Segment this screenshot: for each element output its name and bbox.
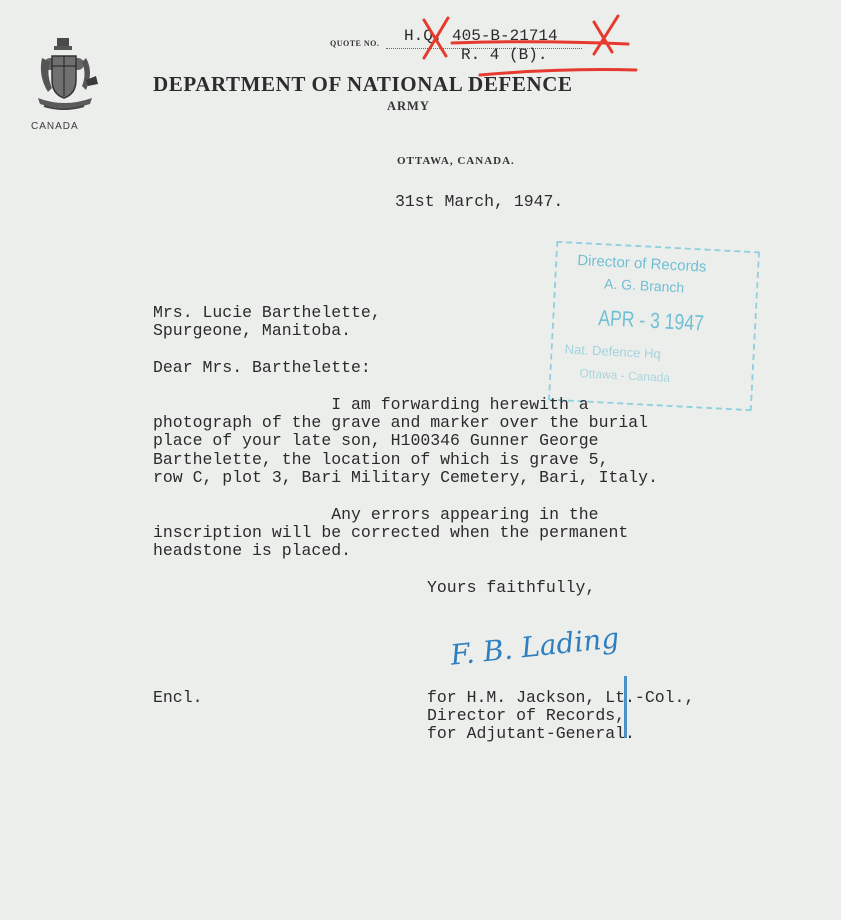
signature-text: F. B. Lading [448,621,621,672]
quote-number: H.Q. 405-B-21714 [404,27,558,45]
body-paragraph-2: Any errors appearing in the inscription will be corrected when the permanent headstone is placed. [153,505,629,561]
body-paragraph-1: I am forwarding herewith a photograph of the grave and marker over the burial place of your late son, H100346 Gunner George Barthelette, the location of which is grave 5, row C, plot 3, Bari Military Cemetery, Bari, Italy. [153,395,658,487]
recipient-address: Spurgeone, Manitoba. [153,321,352,340]
quote-label: QUOTE NO. [330,39,380,48]
letter-date: 31st March, 1947. [395,192,564,211]
stamp-hq: Nat. Defence Hq [564,341,662,362]
salutation: Dear Mrs. Barthelette: [153,358,371,377]
letter-place: OTTAWA, CANADA. [397,155,515,167]
stamp-office: Director of Records [576,251,707,276]
red-pencil-marks [0,0,841,120]
stamp-branch: A. G. Branch [603,275,685,296]
signature-line-2: Director of Records, [427,706,626,725]
signature-line-1: for H.M. Jackson, Lt.-Col., [427,688,695,707]
country-label: CANADA [31,121,79,132]
department-branch: ARMY [387,99,430,113]
signature-line-3: for Adjutant-General. [427,724,635,743]
department-title: DEPARTMENT OF NATIONAL DEFENCE [153,72,573,96]
received-stamp [548,241,760,411]
stamp-date: APR - 3 1947 [597,305,705,336]
quote-subnumber: R. 4 (B). [461,46,548,64]
enclosure-note: Encl. [153,688,203,707]
handwritten-signature [448,621,621,672]
recipient-name: Mrs. Lucie Barthelette, [153,303,381,322]
stamp-city: Ottawa - Canada [579,366,671,385]
closing: Yours faithfully, [427,578,596,597]
